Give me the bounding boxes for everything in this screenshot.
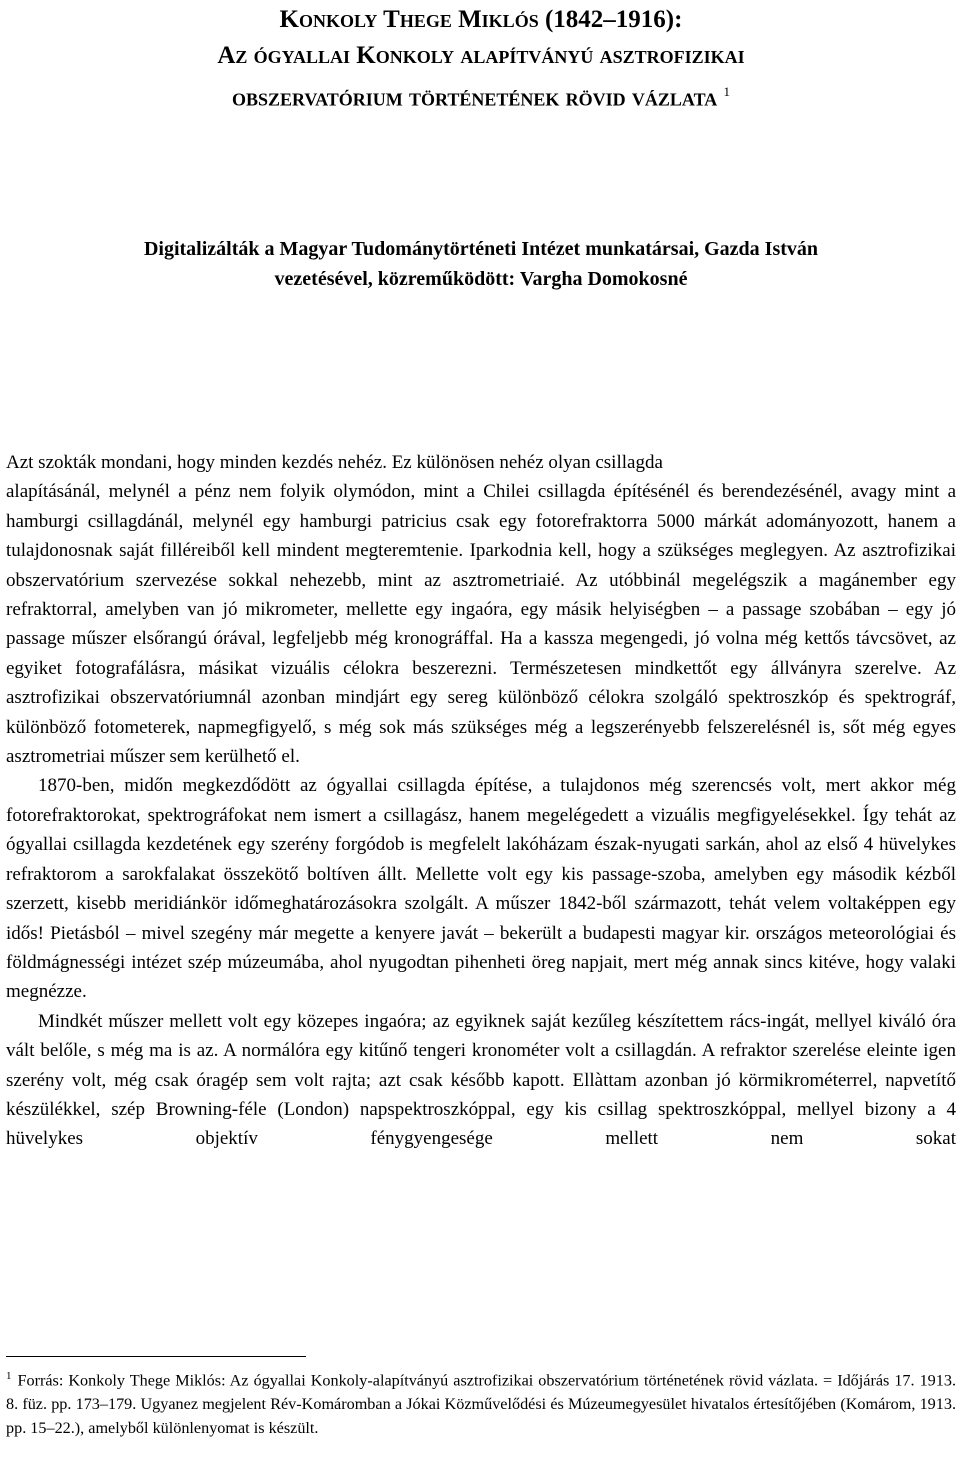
digitization-credits	[6, 234, 956, 294]
paragraph-1-first-line: Azt szokták mondani, hogy minden kezdés nehéz. Ez különösen nehéz olyan csillagda	[6, 452, 663, 473]
footnote	[6, 1364, 956, 1440]
paragraph-1: alapításánál, melynél a pénz nem folyik olymódon, mint a Chilei csillagda építésénél és berendezésénél, avagy mint a hamburgi csillagdánál, melynél egy hamburgi patricius csak egy fotorefraktorra 5000 márkát adományozott, hanem a tulajdonosnak saját filléreiből kell mindent megteremtenie. Iparkodnia kell, hogy a szükséges meglegyen. Az asztrofizikai obszervatórium szervezése sokkal nehezebb, mint az asztrometriaié. Az utóbbinál megelégszik a magánember egy refraktorral, amelyben van jó mikrometer, mellette egy ingaóra, egy másik helyiségben – a passage szobában – egy jó passage műszer elsőrangú órával, legfeljebb még kronográffal. Ha a kassza megengedi, jó volna még kettős távcsövet, az egyiket fotografálásra, másikat vizuális célokra beszerezni. Természetesen mindkettőt egy állványra szerelve. Az asztrofizikai obszervatóriumnál azonban mindjárt egy sereg különböző célokra szolgáló spektroszkóp és spektrográf, különböző fotometerek, napmegfigyelő, s még sok más szükséges még a legszerényebb felszerelésnél is, sőt még egyes asztrometriai műszer sem kerülhető el.	[6, 481, 956, 768]
footnote-text: Forrás: Konkoly Thege Miklós: Az ógyallai Konkoly-alapítványú asztrofizikai obszervatórium történetének rövid vázlata. = Időjárás 17. 1913. 8. füz. pp. 173–179. Ugyanez megjelent Rév-Komáromban a Jókai Közművelődési és Múzeumegyesület hivatalos értesítőjében (Komárom, 1913. pp. 15–22.), amelyből különlenyomat is készült.	[6, 1371, 956, 1438]
paragraph-2: 1870-ben, midőn megkezdődött az ógyallai csillagda építése, a tulajdonos még szerencsés volt, mert akkor még fotorefraktorokat, spektrográfokat nem ismert a csillagász, hanem megelégedett a vizuális megfigyelésekkel. Így tehát az ógyallai csillagda kezdetének egy szerény forgódob is megfelelt lakóházam észak-nyugati sarkán, ahol az első 4 hüvelykes refraktorom a sarokfalakat összekötő boltíven állt. Mellette volt egy kis passage-szoba, amelyben egy második kézből szerzett, kisebb meridiánkör időmeghatározásokra szolgált. A műszer 1842-ből származott, tehát velem voltaképpen egy idős! Pietásból – mivel szegény már megette a kenyere javát – bekerült a budapesti magyar kir. országos meteorológiai és földmágnességi intézet szép múzeumába, ahol nyugodtan pihenheti öreg napjait, mert még annak sincs kitéve, hogy valaki megnézze.	[6, 775, 956, 1003]
title-line-1: Konkoly Thege Miklós (1842–1916):	[279, 6, 683, 33]
article-body	[6, 448, 956, 1154]
title-line-2: Az ógyallai Konkoly alapítványú asztrofizikai	[217, 42, 745, 69]
credits-line-2: vezetésével, közreműködött: Vargha Domokosné	[274, 268, 688, 291]
title-footnote-mark[interactable]: 1	[723, 84, 730, 99]
footnote-divider	[6, 1356, 306, 1357]
footnote-mark: 1	[6, 1370, 12, 1382]
title-line-3: obszervatórium történetének rövid vázlata	[232, 84, 718, 112]
credits-line-1: Digitalizálták a Magyar Tudománytörténeti Intézet munkatársai, Gazda István	[143, 238, 819, 261]
paragraph-3: Mindkét műszer mellett volt egy közepes ingaóra; az egyiknek saját kezűleg készítettem rács-ingát, mellyel kiváló óra vált belőle, s még ma is az. A normálóra egy kitűnő tengeri kronométer volt a csillagdán. A refraktor szerelése eleinte igen szerény volt, még csak óragép sem volt rajta; azt csak később kapott. Ellàttam azonban jó körmikrométerrel, napvetítő készülékkel, szép Browning-féle (London) napspektroszkóppal, egy kis csillag spektroszkóppal, mellyel bizony a 4 hüvelykes objektív fénygyengesége mellett nem sokat	[6, 1010, 956, 1150]
document-title	[6, 0, 956, 116]
